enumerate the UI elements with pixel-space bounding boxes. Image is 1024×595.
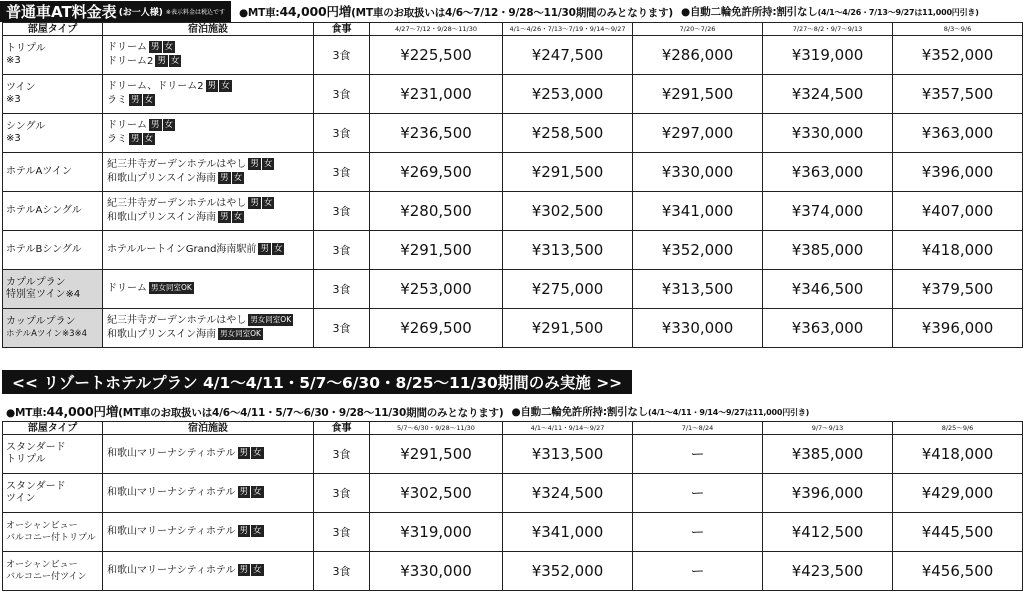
- resort-mt-note: [6, 402, 503, 420]
- male-badge: 男: [151, 120, 160, 130]
- meal-cell: 3食: [314, 36, 370, 75]
- header-period: 8/3〜9/6: [893, 23, 1023, 36]
- price-cell: ¥313,500: [633, 270, 763, 309]
- room-type-label: オーシャンビュー: [6, 521, 78, 531]
- mt-prefix: ●MT車:: [238, 7, 280, 19]
- price-cell: ¥456,500: [893, 552, 1023, 591]
- hotel-name: 和歌山マリーナシティホテル: [107, 487, 236, 498]
- header-period: 7/20〜7/26: [633, 23, 763, 36]
- header-room-type: 部屋タイプ: [3, 422, 103, 435]
- price-cell: ¥341,000: [503, 513, 633, 552]
- room-type-cell: [3, 192, 103, 231]
- price-table-standard: [2, 22, 1023, 348]
- price-cell: ¥275,000: [503, 270, 633, 309]
- table-row: [3, 231, 1023, 270]
- header-period: 7/1〜8/24: [633, 422, 763, 435]
- mixed-room-badge: 男女同室OK: [220, 329, 261, 338]
- price-cell: ¥396,000: [893, 153, 1023, 192]
- male-badge: 男: [207, 81, 217, 91]
- male-badge: 男: [250, 159, 259, 169]
- moto-detail: (4/1〜4/26・7/13〜9/27は11,000円引き): [817, 7, 979, 17]
- meal-cell: 3食: [314, 435, 370, 474]
- price-cell: ¥236,500: [370, 114, 503, 153]
- header-period: 4/1〜4/11・9/14〜9/27: [503, 422, 633, 435]
- price-cell: ¥418,000: [893, 231, 1023, 270]
- mt-detail: (MT車のお取扱いは4/6〜4/11・5/7〜6/30・9/28〜11/30期間のみとなります): [118, 407, 504, 419]
- table-row: [3, 309, 1023, 348]
- price-cell: ¥324,500: [503, 474, 633, 513]
- male-badge: 男: [239, 565, 249, 575]
- resort-plan-banner: << リゾートホテルプラン 4/1〜4/11・5/7〜6/30・8/25〜11/30期間のみ実施 >>: [2, 370, 632, 394]
- hotel-cell: [103, 435, 314, 474]
- female-badge: 女: [164, 120, 174, 130]
- price-cell: ¥291,500: [370, 435, 503, 474]
- room-type-label: ツイン: [6, 493, 36, 504]
- price-cell: ¥379,500: [893, 270, 1023, 309]
- hotel-cell: [103, 513, 314, 552]
- price-cell: ¥291,500: [633, 75, 763, 114]
- table-row: [3, 153, 1023, 192]
- price-cell: ¥324,500: [763, 75, 893, 114]
- female-badge: 女: [263, 159, 273, 169]
- room-type-label: シングル: [6, 121, 46, 132]
- hotel-name: ホテルルートインGrand海南駅前: [107, 244, 257, 255]
- table-header-row: [3, 422, 1023, 435]
- table-row: [3, 36, 1023, 75]
- mixed-room-badge: 男女同室OK: [250, 315, 292, 324]
- header-hotel: 宿泊施設: [103, 23, 314, 36]
- tax-note: ※表示料金は税込です: [165, 8, 225, 16]
- hotel-name: ドリーム、ドリーム2: [107, 81, 204, 92]
- hotel-cell: [103, 309, 314, 348]
- mixed-room-badge: 男女同室OK: [151, 283, 192, 292]
- moto-main: ●自動二輪免許所持:割引なし: [511, 405, 649, 418]
- hotel-name: ドリーム: [107, 42, 147, 53]
- female-badge: 女: [253, 565, 262, 575]
- price-cell: ¥247,500: [503, 36, 633, 75]
- room-type-cell: [3, 435, 103, 474]
- price-cell: ¥313,500: [503, 231, 633, 270]
- price-cell: ¥286,000: [633, 36, 763, 75]
- meal-cell: 3食: [314, 309, 370, 348]
- room-type-cell: [3, 114, 103, 153]
- price-cell: ¥253,000: [370, 270, 503, 309]
- moto-main: ●自動二輪免許所持:割引なし: [681, 5, 818, 18]
- price-cell: ¥302,500: [503, 192, 633, 231]
- price-table-resort: [2, 421, 1023, 591]
- room-type-cell: [3, 153, 103, 192]
- female-badge: 女: [144, 95, 154, 105]
- price-cell: ¥225,500: [370, 36, 503, 75]
- price-cell: ¥341,000: [633, 192, 763, 231]
- header-meal: 食事: [314, 422, 370, 435]
- hotel-cell: [103, 36, 314, 75]
- table-row: [3, 435, 1023, 474]
- mt-note: [239, 2, 673, 20]
- price-cell: ¥357,500: [893, 75, 1023, 114]
- price-cell: ¥352,000: [893, 36, 1023, 75]
- room-type-note: ホテルAツイン※3※4: [6, 329, 88, 339]
- hotel-name: 和歌山マリーナシティホテル: [107, 448, 236, 459]
- table-row: [3, 513, 1023, 552]
- price-cell: ¥445,500: [893, 513, 1023, 552]
- hotel-cell: [103, 231, 314, 270]
- hotel-name: ラミ: [107, 95, 127, 106]
- price-cell: ー: [633, 474, 763, 513]
- hotel-name: 和歌山プリンスイン海南: [107, 212, 217, 223]
- price-cell: ¥258,500: [503, 114, 633, 153]
- hotel-cell: [103, 114, 314, 153]
- room-type-label: ホテルAツイン: [6, 166, 72, 177]
- room-type-note: ※3: [6, 55, 21, 66]
- price-cell: ¥352,000: [503, 552, 633, 591]
- hotel-name: 和歌山マリーナシティホテル: [107, 565, 236, 576]
- female-badge: 女: [263, 198, 273, 208]
- meal-cell: 3食: [314, 270, 370, 309]
- hotel-cell: [103, 153, 314, 192]
- male-badge: 男: [151, 42, 160, 52]
- price-cell: ¥269,500: [370, 309, 503, 348]
- female-badge: 女: [144, 134, 154, 144]
- hotel-name: 紀三井寺ガーデンホテルはやし: [107, 198, 247, 209]
- room-type-cell: [3, 270, 103, 309]
- male-badge: 男: [250, 198, 259, 208]
- price-cell: ¥313,500: [503, 435, 633, 474]
- hotel-cell: [103, 75, 314, 114]
- room-type-cell: [3, 309, 103, 348]
- price-cell: ¥418,000: [893, 435, 1023, 474]
- hotel-cell: [103, 270, 314, 309]
- table-header-row: [3, 23, 1023, 36]
- hotel-name: ラミ: [107, 134, 127, 145]
- mt-amount: 44,000円増: [46, 404, 119, 419]
- price-cell: ¥352,000: [633, 231, 763, 270]
- hotel-name: 和歌山プリンスイン海南: [107, 329, 217, 340]
- room-type-label: ツイン: [6, 82, 36, 93]
- hotel-name: ドリーム2: [107, 56, 154, 67]
- price-cell: ¥319,000: [763, 36, 893, 75]
- price-cell: ¥291,500: [370, 231, 503, 270]
- price-cell: ¥396,000: [763, 474, 893, 513]
- hotel-name: 和歌山マリーナシティホテル: [107, 526, 236, 537]
- hotel-cell: [103, 552, 314, 591]
- price-cell: ー: [633, 552, 763, 591]
- room-type-label: カプルプラン: [6, 277, 66, 288]
- header-period: 5/7〜6/30・9/28〜11/30: [370, 422, 503, 435]
- price-cell: ¥330,000: [633, 309, 763, 348]
- hotel-name: ドリーム: [107, 283, 147, 294]
- meal-cell: 3食: [314, 114, 370, 153]
- per-person-label: (お一人様): [118, 7, 163, 18]
- header-room-type: 部屋タイプ: [3, 23, 103, 36]
- header-period: 4/1〜4/26・7/13〜7/19・9/14〜9/27: [503, 23, 633, 36]
- table-row: [3, 75, 1023, 114]
- room-type-label: ホテルBシングル: [6, 244, 82, 255]
- male-badge: 男: [157, 56, 166, 66]
- meal-cell: 3食: [314, 552, 370, 591]
- male-badge: 男: [220, 212, 229, 222]
- room-type-cell: [3, 36, 103, 75]
- female-badge: 女: [233, 173, 243, 183]
- price-cell: ¥330,000: [763, 114, 893, 153]
- male-badge: 男: [260, 244, 269, 254]
- table-row: [3, 270, 1023, 309]
- price-cell: ¥269,500: [370, 153, 503, 192]
- room-type-label: バルコニー付ツイン: [6, 572, 87, 582]
- female-badge: 女: [253, 526, 262, 536]
- room-type-cell: [3, 513, 103, 552]
- room-type-label: カップルプラン: [6, 316, 76, 327]
- header-period: 8/25〜9/6: [893, 422, 1023, 435]
- header-hotel: 宿泊施設: [103, 422, 314, 435]
- male-badge: 男: [239, 526, 249, 536]
- mt-amount: 44,000円増: [279, 4, 352, 19]
- mt-detail: (MT車のお取扱いは4/6〜7/12・9/28〜11/30期間のみとなります): [351, 7, 673, 19]
- hotel-name: 紀三井寺ガーデンホテルはやし: [107, 315, 247, 326]
- price-cell: ¥423,500: [763, 552, 893, 591]
- moto-detail: (4/1〜4/11・9/14〜9/27は11,000円引き): [648, 407, 810, 417]
- male-badge: 男: [239, 448, 249, 458]
- price-cell: ¥330,000: [633, 153, 763, 192]
- header-period: 4/27〜7/12・9/28〜11/30: [370, 23, 503, 36]
- room-type-label: スタンダード: [6, 481, 66, 492]
- table-row: [3, 114, 1023, 153]
- price-cell: ¥385,000: [763, 231, 893, 270]
- price-cell: ¥429,000: [893, 474, 1023, 513]
- header-bar: [0, 0, 1024, 22]
- male-badge: 男: [131, 95, 140, 105]
- hotel-cell: [103, 474, 314, 513]
- moto-note: [681, 4, 979, 19]
- room-type-note: 特別室ツイン※4: [6, 289, 81, 300]
- price-cell: ¥319,000: [370, 513, 503, 552]
- female-badge: 女: [164, 42, 174, 52]
- page-title: 普通車AT料金表: [6, 2, 117, 21]
- room-type-label: ホテルAシングル: [6, 205, 82, 216]
- price-cell: ¥346,500: [763, 270, 893, 309]
- female-badge: 女: [273, 244, 283, 254]
- price-cell: ¥374,000: [763, 192, 893, 231]
- resort-notes: [2, 402, 809, 420]
- room-type-label: トリプル: [6, 454, 46, 465]
- price-cell: ¥396,000: [893, 309, 1023, 348]
- male-badge: 男: [220, 173, 229, 183]
- price-cell: ¥363,000: [763, 309, 893, 348]
- header-period: 7/27〜8/2・9/7〜9/13: [763, 23, 893, 36]
- room-type-cell: [3, 231, 103, 270]
- room-type-cell: [3, 75, 103, 114]
- table-row: [3, 552, 1023, 591]
- meal-cell: 3食: [314, 75, 370, 114]
- price-cell: ¥385,000: [763, 435, 893, 474]
- room-type-note: ※3: [6, 94, 21, 105]
- meal-cell: 3食: [314, 231, 370, 270]
- meal-cell: 3食: [314, 513, 370, 552]
- room-type-label: オーシャンビュー: [6, 560, 78, 570]
- hotel-name: 和歌山プリンスイン海南: [107, 173, 217, 184]
- room-type-label: スタンダード: [6, 442, 66, 453]
- meal-cell: 3食: [314, 474, 370, 513]
- room-type-label: バルコニー付トリプル: [6, 533, 96, 543]
- price-cell: ¥412,500: [763, 513, 893, 552]
- male-badge: 男: [239, 487, 249, 497]
- table-row: [3, 192, 1023, 231]
- female-badge: 女: [253, 448, 262, 458]
- price-cell: ー: [633, 513, 763, 552]
- header-meal: 食事: [314, 23, 370, 36]
- female-badge: 女: [253, 487, 262, 497]
- male-badge: 男: [131, 134, 140, 144]
- meal-cell: 3食: [314, 192, 370, 231]
- mt-prefix: ●MT車:: [6, 407, 47, 419]
- room-type-cell: [3, 552, 103, 591]
- price-cell: ¥407,000: [893, 192, 1023, 231]
- female-badge: 女: [170, 56, 180, 66]
- female-badge: 女: [233, 212, 243, 222]
- price-cell: ¥363,000: [763, 153, 893, 192]
- room-type-note: ※3: [6, 133, 21, 144]
- meal-cell: 3食: [314, 153, 370, 192]
- female-badge: 女: [221, 81, 230, 91]
- price-cell: ¥291,500: [503, 309, 633, 348]
- room-type-cell: [3, 474, 103, 513]
- header-period: 9/7〜9/13: [763, 422, 893, 435]
- price-cell: ¥280,500: [370, 192, 503, 231]
- price-cell: ¥253,000: [503, 75, 633, 114]
- resort-moto-note: [511, 404, 809, 419]
- hotel-cell: [103, 192, 314, 231]
- title-box: [0, 1, 231, 22]
- price-cell: ¥363,000: [893, 114, 1023, 153]
- price-cell: ー: [633, 435, 763, 474]
- room-type-label: トリプル: [6, 43, 46, 54]
- price-cell: ¥291,500: [503, 153, 633, 192]
- hotel-name: ドリーム: [107, 120, 147, 131]
- price-cell: ¥231,000: [370, 75, 503, 114]
- table-row: [3, 474, 1023, 513]
- hotel-name: 紀三井寺ガーデンホテルはやし: [107, 159, 247, 170]
- price-cell: ¥302,500: [370, 474, 503, 513]
- price-cell: ¥330,000: [370, 552, 503, 591]
- price-cell: ¥297,000: [633, 114, 763, 153]
